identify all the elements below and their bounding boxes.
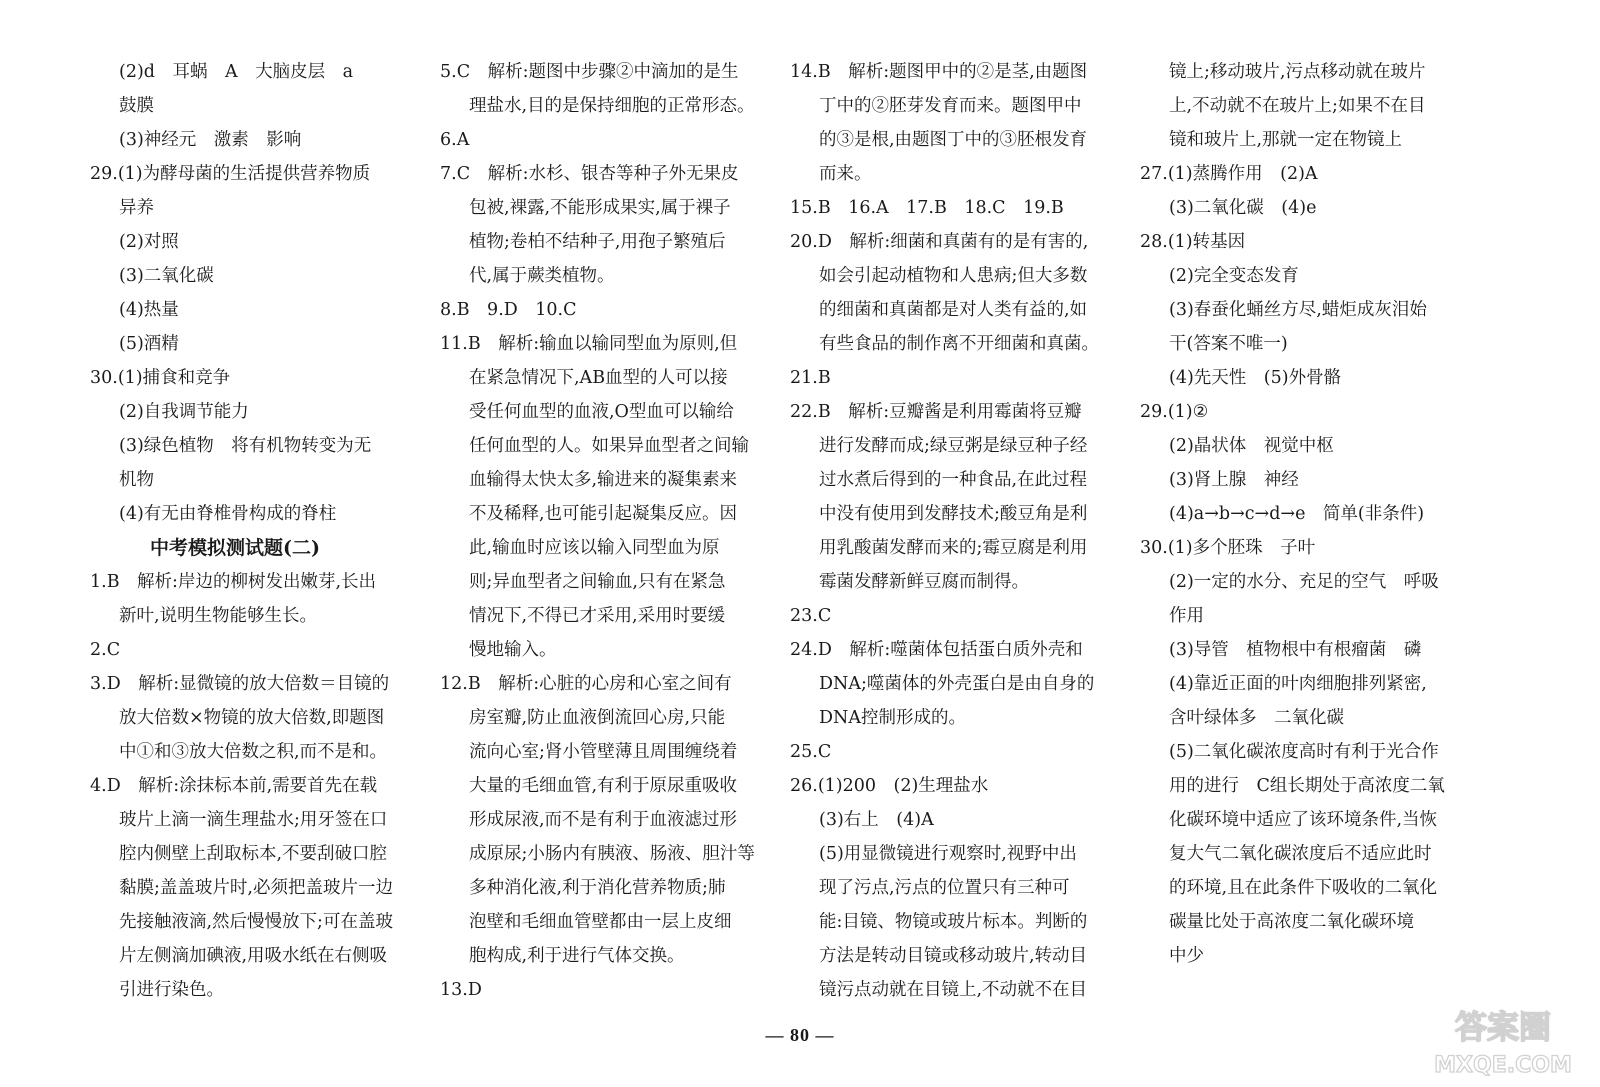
answer-column-1	[90, 55, 420, 1007]
answer-line: 14.B 解析:题图甲中的②是茎,由题图	[790, 62, 1088, 82]
answer-line: 玻片上滴一滴生理盐水;用牙签在口	[119, 810, 388, 830]
answer-line: (4)先天性 (5)外骨骼	[1169, 368, 1342, 388]
answer-line: (5)二氧化碳浓度高时有利于光合作	[1169, 742, 1439, 762]
answer-line: 复大气二氧化碳浓度后不适应此时	[1169, 844, 1432, 864]
answer-line: (3)二氧化碳	[119, 266, 214, 286]
answer-line: (3)神经元 激素 影响	[119, 130, 302, 150]
answer-line: 13.D	[440, 980, 482, 1000]
answer-line: 11.B 解析:输血以输同型血为原则,但	[440, 334, 738, 354]
answer-line: (3)导管 植物根中有根瘤菌 磷	[1169, 640, 1422, 660]
answer-line: 慢地输入。	[469, 640, 557, 660]
answer-line: 29.(1)②	[1140, 402, 1209, 422]
answer-line: 用乳酸菌发酵而来的;霉豆腐是利用	[819, 538, 1088, 558]
answer-line: 如会引起动植物和人患病;但大多数	[819, 266, 1088, 286]
answer-line: 成原尿;小肠内有胰液、肠液、胆汁等	[469, 844, 755, 864]
answer-line: 房室瓣,防止血液倒流回心房,只能	[469, 708, 726, 728]
answer-line: 现了污点,污点的位置只有三种可	[819, 878, 1070, 898]
answer-line: 任何血型的人。如果异血型者之间输	[469, 436, 749, 456]
answer-line: 异养	[119, 198, 154, 218]
answer-line: 30.(1)多个胚珠 子叶	[1140, 538, 1316, 558]
answer-line: 26.(1)200 (2)生理盐水	[790, 776, 989, 796]
answer-line: 23.C	[790, 606, 832, 626]
answer-line: 化碳环境中适应了该环境条件,当恢	[1169, 810, 1438, 830]
answer-line: 不及稀释,也可能引起凝集反应。因	[469, 504, 738, 524]
watermark-top-text: 答案圈	[1454, 1008, 1552, 1046]
answer-line: 25.C	[790, 742, 832, 762]
answer-line: 20.D 解析:细菌和真菌有的是有害的,	[790, 232, 1089, 252]
answer-line: 而来。	[819, 164, 872, 184]
answer-line: 理盐水,目的是保持细胞的正常形态。	[469, 96, 755, 116]
answer-line: (3)右上 (4)A	[819, 810, 934, 830]
answer-line: 12.B 解析:心脏的心房和心室之间有	[440, 674, 732, 694]
page-number: — 80 —	[765, 1025, 835, 1045]
answer-line: 28.(1)转基因	[1140, 232, 1246, 252]
answer-line: 7.C 解析:水杉、银杏等种子外无果皮	[440, 164, 739, 184]
answer-line: 4.D 解析:涂抹标本前,需要首先在载	[90, 776, 378, 796]
answer-line: (2)一定的水分、充足的空气 呼吸	[1169, 572, 1439, 592]
watermark-logo	[1418, 1000, 1588, 1080]
section-heading: 中考模拟测试题(二)	[150, 537, 320, 559]
answer-line: 27.(1)蒸腾作用 (2)A	[1140, 164, 1318, 184]
answer-line: (4)靠近正面的叶肉细胞排列紧密,	[1169, 674, 1427, 694]
answer-line: 则;异血型者之间输血,只有在紧急	[469, 572, 726, 592]
answer-line: (3)肾上腺 神经	[1169, 470, 1299, 490]
answer-line: 作用	[1169, 606, 1204, 626]
answer-line: 1.B 解析:岸边的柳树发出嫩芽,长出	[90, 572, 377, 592]
answer-line: 胞构成,利于进行气体交换。	[469, 946, 685, 966]
answer-line: (3)二氧化碳 (4)e	[1169, 198, 1317, 218]
answer-line: 碳量比处于高浓度二氧化碳环境	[1169, 912, 1414, 932]
answer-line: 引进行染色。	[119, 980, 224, 1000]
answer-line: 机物	[119, 470, 154, 490]
answer-line: 上,不动就不在玻片上;如果不在目	[1169, 96, 1426, 116]
answer-line: 此,输血时应该以输入同型血为原	[469, 538, 720, 558]
answer-column-4	[1140, 55, 1500, 973]
answer-line: 29.(1)为酵母菌的生活提供营养物质	[90, 164, 371, 184]
answer-line: 镜上;移动玻片,污点移动就在玻片	[1169, 62, 1426, 82]
answer-line: 过水煮后得到的一种食品,在此过程	[819, 470, 1088, 490]
answer-column-2	[440, 55, 770, 1007]
answer-line: 在紧急情况下,AB血型的人可以接	[469, 368, 728, 388]
answer-line: 霉菌发酵新鲜豆腐而制得。	[819, 572, 1029, 592]
answer-line: 丁中的②胚芽发育而来。题图甲中	[819, 96, 1082, 116]
answer-line: 大量的毛细血管,有利于原尿重吸收	[469, 776, 738, 796]
answer-line: 用的进行 C组长期处于高浓度二氧	[1169, 776, 1445, 796]
answer-line: 2.C	[90, 640, 121, 660]
answer-line: 新叶,说明生物能够生长。	[119, 606, 318, 626]
answer-line: 先接触液滴,然后慢慢放下;可在盖玻	[119, 912, 393, 932]
answer-line: 22.B 解析:豆瓣酱是利用霉菌将豆瓣	[790, 402, 1082, 422]
answer-line: 片左侧滴加碘液,用吸水纸在右侧吸	[119, 946, 388, 966]
answer-line: 的细菌和真菌都是对人类有益的,如	[819, 300, 1088, 320]
answer-line: 血输得太快太多,输进来的凝集素来	[469, 470, 738, 490]
answer-line: 含叶绿体多 二氧化碳	[1169, 708, 1344, 728]
answer-line: 镜污点动就在目镜上,不动就不在目	[819, 980, 1088, 1000]
answer-line: DNA控制形成的。	[819, 708, 966, 728]
answer-line: 21.B	[790, 368, 831, 388]
answer-line: (3)绿色植物 将有机物转变为无	[119, 436, 372, 456]
answer-line: 方法是转动目镜或移动玻片,转动目	[819, 946, 1088, 966]
answer-line: 5.C 解析:题图中步骤②中滴加的是生	[440, 62, 739, 82]
answer-line: 放大倍数×物镜的放大倍数,即题图	[119, 708, 385, 728]
answer-line: 的环境,且在此条件下吸收的二氧化	[1169, 878, 1438, 898]
answer-line: (5)酒精	[119, 334, 179, 354]
answer-line: 能:目镜、物镜或玻片标本。判断的	[819, 912, 1088, 932]
answer-line: (5)用显微镜进行观察时,视野中出	[819, 844, 1077, 864]
answer-line: 泡壁和毛细血管壁都由一层上皮细	[469, 912, 732, 932]
answer-line: (3)春蚕化蛹丝方尽,蜡炬成灰泪始	[1169, 300, 1427, 320]
answer-line: 流向心室;肾小管壁薄且周围缠绕着	[469, 742, 738, 762]
answer-line: 中少	[1169, 946, 1204, 966]
answer-line: 15.B 16.A 17.B 18.C 19.B	[790, 198, 1064, 218]
answer-line: DNA;噬菌体的外壳蛋白是由自身的	[819, 674, 1095, 694]
answer-line: 鼓膜	[119, 96, 154, 116]
answer-line: (2)自我调节能力	[119, 402, 249, 422]
answer-line: 形成尿液,而不是有利于血液滤过形	[469, 810, 738, 830]
answer-line: (2)晶状体 视觉中枢	[1169, 436, 1334, 456]
answer-line: 的③是根,由题图丁中的③胚根发育	[819, 130, 1088, 150]
answer-line: 中①和③放大倍数之积,而不是和。	[119, 742, 388, 762]
answer-line: 30.(1)捕食和竞争	[90, 368, 231, 388]
answer-line: 6.A	[440, 130, 470, 150]
watermark-bottom-text: MXQE.COM	[1434, 1053, 1572, 1078]
answer-line: 24.D 解析:噬菌体包括蛋白质外壳和	[790, 640, 1083, 660]
answer-line: 植物;卷柏不结种子,用孢子繁殖后	[469, 232, 726, 252]
answer-line: 代,属于蕨类植物。	[469, 266, 615, 286]
answer-line: 腔内侧壁上刮取标本,不要刮破口腔	[119, 844, 388, 864]
answer-line: (2)对照	[119, 232, 179, 252]
answer-line: (2)d 耳蜗 A 大脑皮层 a	[119, 62, 354, 82]
answer-line: (4)有无由脊椎骨构成的脊柱	[119, 504, 337, 524]
answer-line: (2)完全变态发育	[1169, 266, 1299, 286]
answer-line: (4)a→b→c→d→e 简单(非条件)	[1169, 504, 1425, 524]
answer-line: 中没有使用到发酵技术;酸豆角是利	[819, 504, 1088, 524]
answer-line: (4)热量	[119, 300, 179, 320]
answer-line: 受任何血型的血液,O型血可以输给	[469, 402, 734, 422]
answer-line: 3.D 解析:显微镜的放大倍数＝目镜的	[90, 674, 390, 694]
answer-line: 干(答案不唯一)	[1169, 334, 1288, 354]
answer-line: 黏膜;盖盖玻片时,必须把盖玻片一边	[119, 878, 393, 898]
answer-line: 多种消化液,利于消化营养物质;肺	[469, 878, 726, 898]
answer-line: 有些食品的制作离不开细菌和真菌。	[819, 334, 1099, 354]
answer-line: 8.B 9.D 10.C	[440, 300, 577, 320]
answer-line: 情况下,不得已才采用,采用时要缓	[469, 606, 726, 626]
answer-line: 进行发酵而成;绿豆粥是绿豆种子经	[819, 436, 1088, 456]
answer-line: 镜和玻片上,那就一定在物镜上	[1169, 130, 1403, 150]
answer-column-3	[790, 55, 1120, 1007]
answer-line: 包被,裸露,不能形成果实,属于裸子	[469, 198, 731, 218]
